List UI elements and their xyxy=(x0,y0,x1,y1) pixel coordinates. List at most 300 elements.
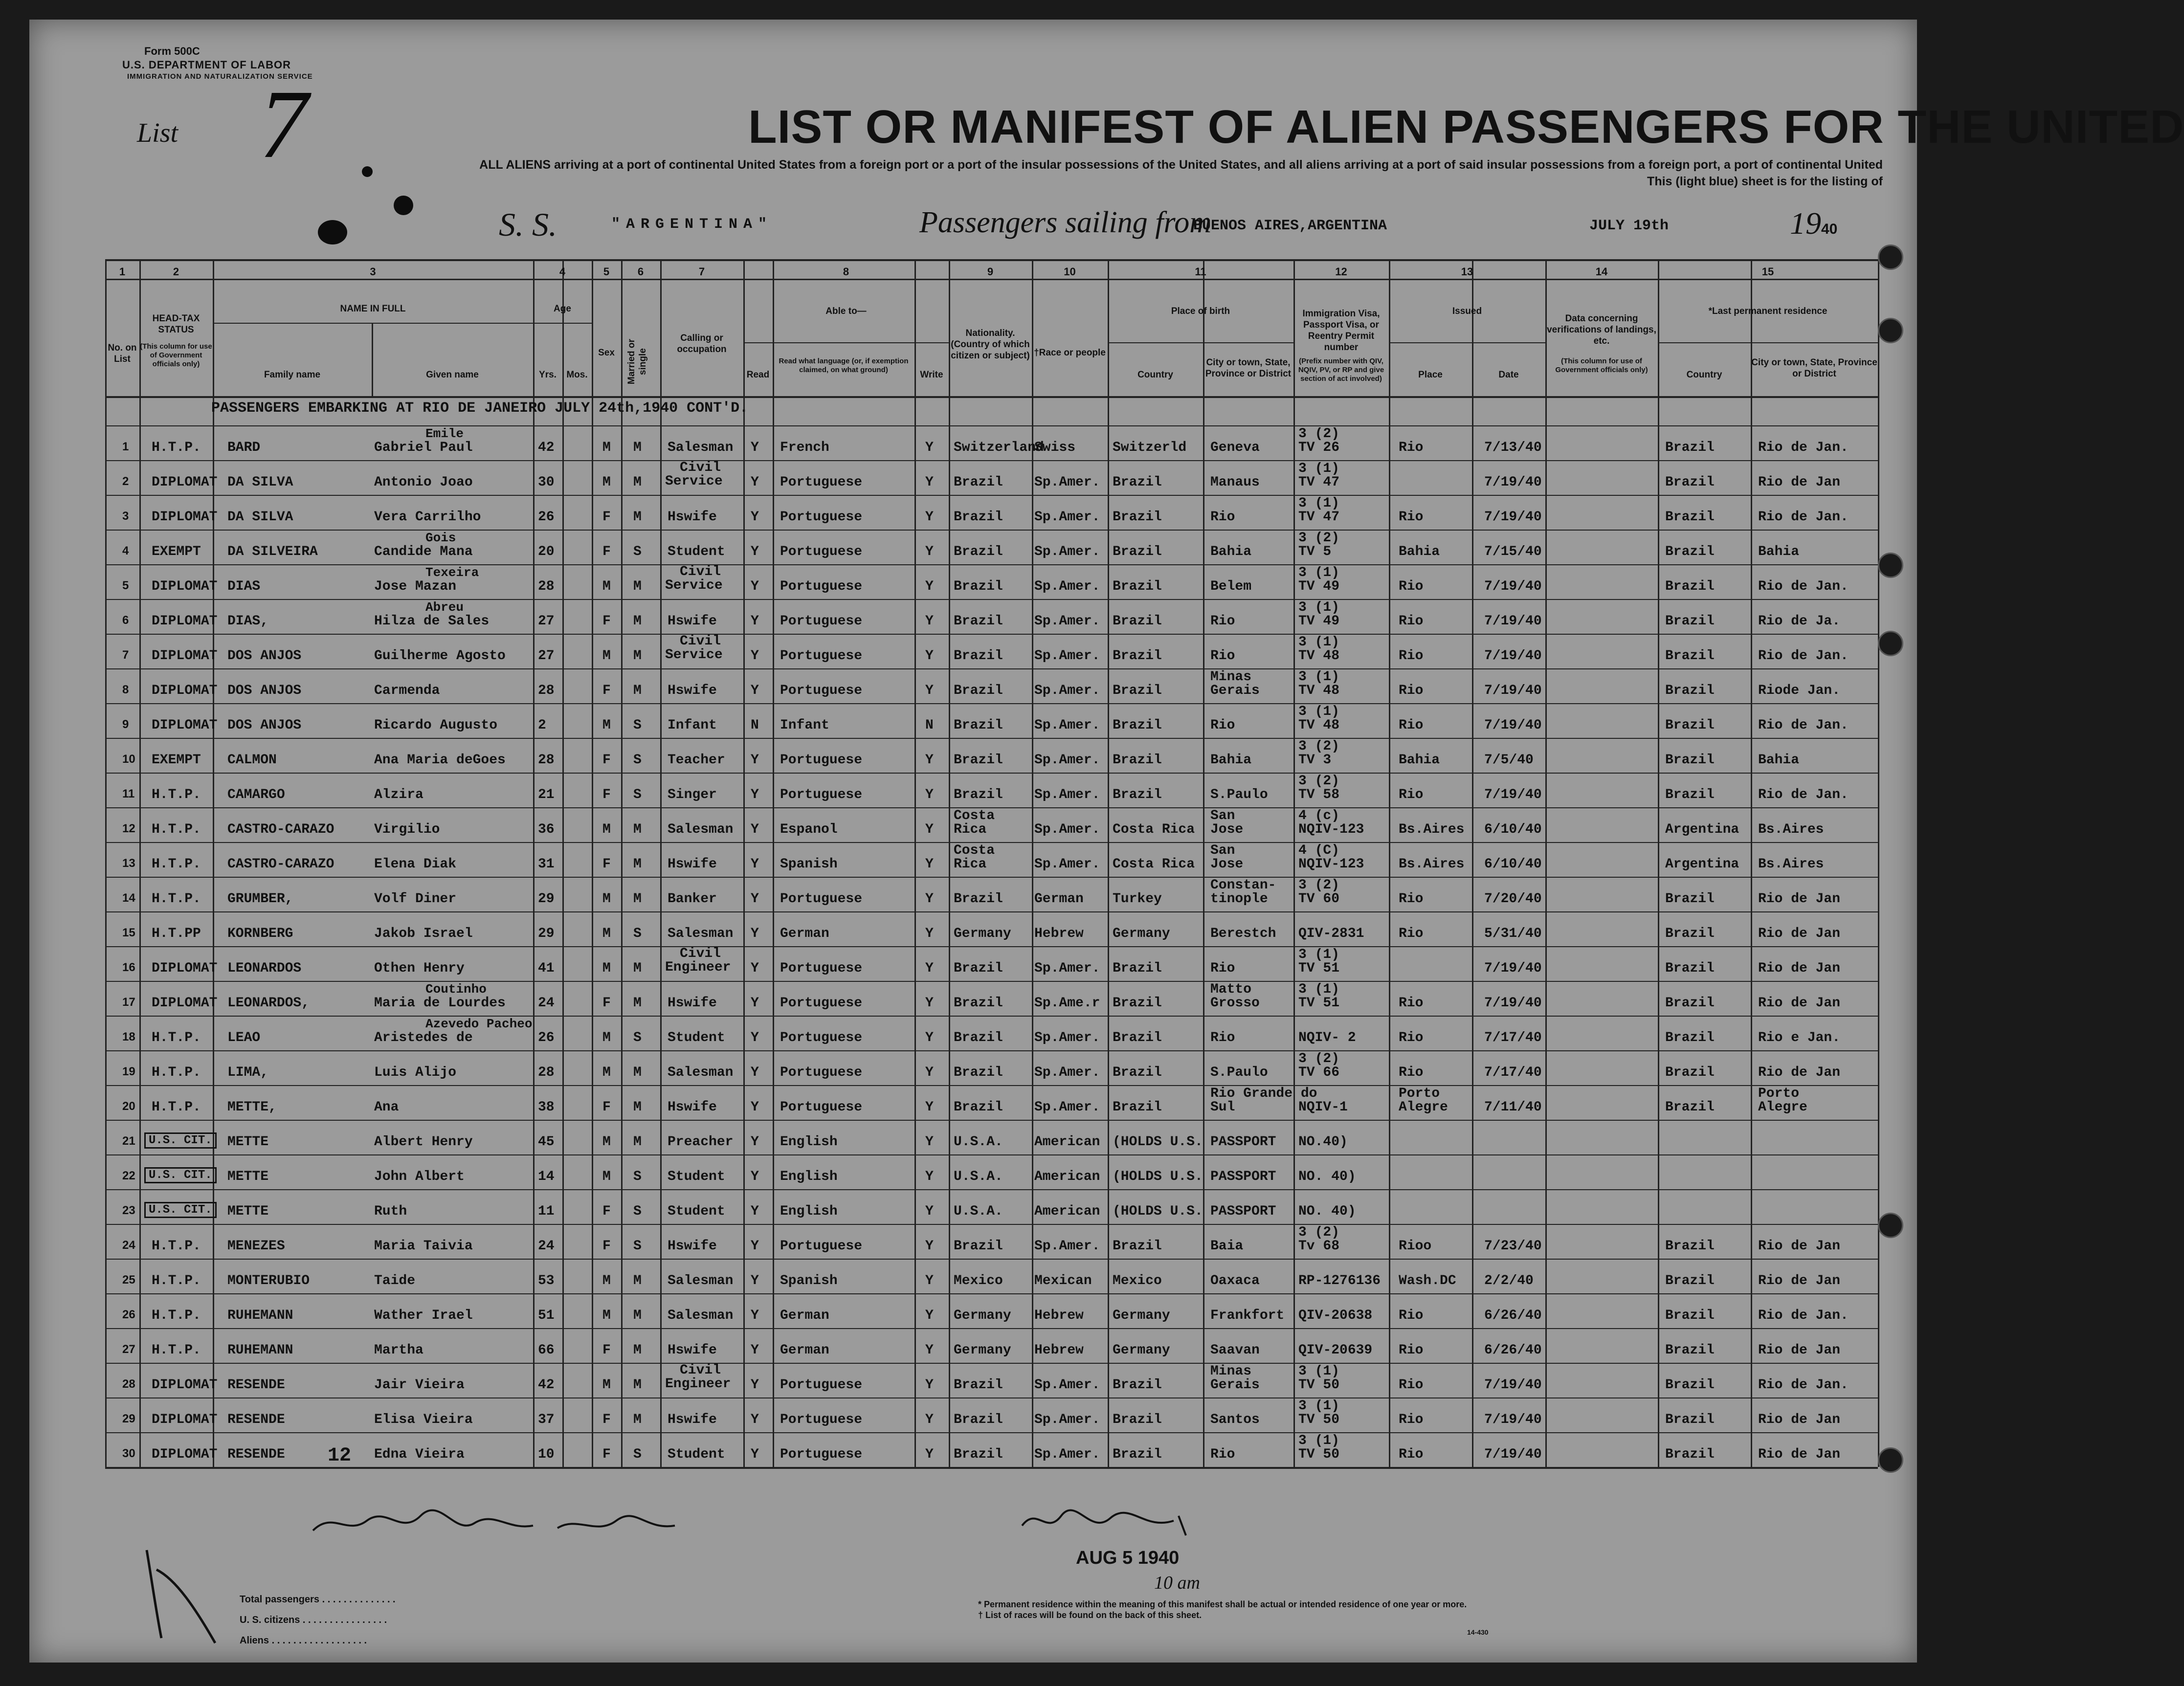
marital-status: S xyxy=(633,1447,642,1462)
family-name: LIMA, xyxy=(227,1065,269,1080)
column-header: HEAD-TAX STATUS xyxy=(152,313,200,335)
given-name: Othen Henry xyxy=(374,961,465,976)
age-years: 28 xyxy=(538,753,555,768)
family-name: METTE, xyxy=(227,1100,277,1115)
can-write: Y xyxy=(925,891,934,907)
birth-city: PASSPORT xyxy=(1210,1134,1276,1150)
given-name: Jose Mazan xyxy=(374,579,457,594)
visa-number: TV 48 xyxy=(1298,718,1340,733)
occupation: Service xyxy=(665,474,723,489)
language: Spanish xyxy=(780,857,838,872)
column-number: 12 xyxy=(1335,266,1347,278)
residence-country: Brazil xyxy=(1665,1030,1715,1045)
table-row xyxy=(29,946,1917,981)
can-write: Y xyxy=(925,926,934,941)
language: Portuguese xyxy=(780,1447,863,1462)
issue-date: 7/19/40 xyxy=(1484,683,1542,698)
marital-status: M xyxy=(633,1308,642,1323)
can-write: Y xyxy=(925,996,934,1011)
table-row xyxy=(29,703,1917,738)
visa-number: NO.40) xyxy=(1298,1134,1348,1150)
birth-country: Brazil xyxy=(1113,787,1162,802)
birth-city: Constan- xyxy=(1210,878,1276,893)
residence-country: Brazil xyxy=(1665,1273,1715,1288)
sex: M xyxy=(602,926,611,941)
race: Sp.Amer. xyxy=(1034,510,1100,525)
marital-status: M xyxy=(633,822,642,837)
visa-number: TV 51 xyxy=(1298,996,1340,1011)
grid-line xyxy=(105,279,1878,280)
occupation: Hswife xyxy=(668,857,717,872)
birth-country: Brazil xyxy=(1113,1065,1162,1080)
residence-city: Rio de Jan. xyxy=(1758,579,1849,594)
residence-country: Brazil xyxy=(1665,1447,1715,1462)
can-read: Y xyxy=(751,1030,759,1045)
issue-place: Rioo xyxy=(1399,1239,1432,1254)
given-name-note: Gois xyxy=(425,531,456,545)
table-row xyxy=(29,1363,1917,1398)
row-number: 1 xyxy=(122,440,129,453)
marital-status: M xyxy=(633,1273,642,1288)
column-header: Able to— xyxy=(825,306,867,316)
birth-country: (HOLDS U.S. xyxy=(1113,1169,1203,1184)
occupation: Student xyxy=(668,544,725,559)
nationality: Rica xyxy=(954,857,987,872)
departure-date: JULY 19th xyxy=(1589,218,1669,234)
language: German xyxy=(780,1343,829,1358)
residence-city: Rio de Jan xyxy=(1758,475,1841,490)
birth-city: Rio xyxy=(1210,510,1235,525)
birth-city: Minas xyxy=(1210,1364,1252,1379)
head-tax-status: DIPLOMAT xyxy=(152,683,218,698)
column-header: Given name xyxy=(426,370,479,380)
row-number: 22 xyxy=(122,1169,135,1182)
head-tax-status: DIPLOMAT xyxy=(152,961,218,976)
age-years: 26 xyxy=(538,1030,555,1045)
given-name: Volf Diner xyxy=(374,891,457,907)
residence-city: Porto xyxy=(1758,1086,1800,1101)
residence-city: Rio de Jan xyxy=(1758,1343,1841,1358)
marital-status: M xyxy=(633,996,642,1011)
occupation: Singer xyxy=(668,787,717,802)
table-row xyxy=(29,1085,1917,1120)
can-write: Y xyxy=(925,1030,934,1045)
issue-date: 7/19/40 xyxy=(1484,1377,1542,1393)
visa-section: 3 (1) xyxy=(1298,1364,1340,1379)
can-read: Y xyxy=(751,1169,759,1184)
visa-section: 3 (1) xyxy=(1298,704,1340,719)
given-name: John Albert xyxy=(374,1169,465,1184)
can-write: Y xyxy=(925,787,934,802)
occupation: Salesman xyxy=(668,1273,734,1288)
issue-place: Rio xyxy=(1399,1308,1424,1323)
row-number: 14 xyxy=(122,891,135,905)
residence-country: Brazil xyxy=(1665,1412,1715,1427)
head-tax-status: DIPLOMAT xyxy=(152,510,218,525)
nationality: Rica xyxy=(954,822,987,837)
age-years: 36 xyxy=(538,822,555,837)
age-years: 28 xyxy=(538,683,555,698)
row-number: 2 xyxy=(122,475,129,488)
sex: F xyxy=(602,614,611,629)
age-years: 28 xyxy=(538,1065,555,1080)
occupation: Hswife xyxy=(668,1343,717,1358)
marital-status: M xyxy=(633,440,642,455)
birth-country: Brazil xyxy=(1113,753,1162,768)
marital-status: M xyxy=(633,1100,642,1115)
race: American xyxy=(1034,1134,1100,1150)
margin-mark xyxy=(137,1540,225,1648)
marital-status: M xyxy=(633,1377,642,1393)
given-name: Maria de Lourdes xyxy=(374,996,506,1011)
row-number: 5 xyxy=(122,579,129,592)
birth-city: Baia xyxy=(1210,1239,1244,1254)
birth-city: Rio xyxy=(1210,961,1235,976)
head-tax-status: H.T.P. xyxy=(152,787,201,802)
residence-city: Bs.Aires xyxy=(1758,822,1824,837)
birth-city: Gerais xyxy=(1210,683,1260,698)
residence-country: Brazil xyxy=(1665,1377,1715,1393)
sex: M xyxy=(602,1273,611,1288)
head-tax-status: H.T.P. xyxy=(152,1239,201,1254)
binder-hole xyxy=(1878,244,1903,270)
race: Hebrew xyxy=(1034,926,1084,941)
sex: M xyxy=(602,1030,611,1045)
visa-number: RP-1276136 xyxy=(1298,1273,1381,1288)
family-name: METTE xyxy=(227,1134,269,1150)
birth-city: S.Paulo xyxy=(1210,787,1268,802)
binder-hole xyxy=(1878,1213,1903,1238)
nationality: Brazil xyxy=(954,1239,1003,1254)
visa-section: 3 (1) xyxy=(1298,600,1340,615)
birth-country: Germany xyxy=(1113,1308,1170,1323)
given-name: Hilza de Sales xyxy=(374,614,490,629)
issue-date: 7/17/40 xyxy=(1484,1030,1542,1045)
family-name: CAMARGO xyxy=(227,787,285,802)
age-years: 28 xyxy=(538,579,555,594)
nationality: Brazil xyxy=(954,1065,1003,1080)
age-years: 41 xyxy=(538,961,555,976)
nationality: Brazil xyxy=(954,961,1003,976)
nationality: Brazil xyxy=(954,753,1003,768)
row-number: 30 xyxy=(122,1447,135,1460)
language: English xyxy=(780,1204,838,1219)
birth-country: Brazil xyxy=(1113,1447,1162,1462)
column-header: Data concerning verifications of landings, etc. xyxy=(1547,313,1656,346)
head-tax-status: EXEMPT xyxy=(152,753,201,768)
sex: F xyxy=(602,753,611,768)
list-number: 7 xyxy=(259,70,308,178)
binder-hole xyxy=(1878,631,1903,656)
age-years: 29 xyxy=(538,926,555,941)
purser-signature xyxy=(303,1501,694,1545)
given-name: Gabriel Paul xyxy=(374,440,473,455)
table-row xyxy=(29,425,1917,460)
column-header: Country xyxy=(1686,370,1722,380)
occupation: Student xyxy=(668,1447,725,1462)
column-number: 14 xyxy=(1595,266,1608,278)
age-years: 14 xyxy=(538,1169,555,1184)
visa-number: NO. 40) xyxy=(1298,1204,1356,1219)
head-tax-status: U.S. CIT. xyxy=(144,1202,217,1218)
row-number: 12 xyxy=(122,822,135,835)
issue-place: Rio xyxy=(1399,579,1424,594)
occupation: Banker xyxy=(668,891,717,907)
arrival-stamp: AUG 5 1940 xyxy=(1076,1548,1180,1568)
family-name: LEONARDOS xyxy=(227,961,302,976)
nationality: Brazil xyxy=(954,787,1003,802)
occupation: Engineer xyxy=(665,960,731,975)
visa-section: 3 (2) xyxy=(1298,426,1340,442)
nationality: Mexico xyxy=(954,1273,1003,1288)
marital-status: M xyxy=(633,961,642,976)
occupation: Service xyxy=(665,578,723,593)
sex: M xyxy=(602,718,611,733)
nationality: Costa xyxy=(954,808,995,823)
visa-section: 3 (1) xyxy=(1298,1433,1340,1448)
column-header: Age xyxy=(554,304,571,314)
issue-date: 7/13/40 xyxy=(1484,440,1542,455)
can-read: Y xyxy=(751,475,759,490)
sex: F xyxy=(602,1412,611,1427)
family-name: BARD xyxy=(227,440,261,455)
column-header: Immigration Visa, Passport Visa, or Reentry Permit number xyxy=(1302,309,1380,353)
age-years: 51 xyxy=(538,1308,555,1323)
residence-city: Rio de Jan xyxy=(1758,996,1841,1011)
birth-country: Switzerld xyxy=(1113,440,1187,455)
can-read: Y xyxy=(751,1377,759,1393)
given-name: Luis Alijo xyxy=(374,1065,457,1080)
column-header: Date xyxy=(1498,370,1519,380)
residence-city: Rio de Jan. xyxy=(1758,718,1849,733)
residence-country: Brazil xyxy=(1665,614,1715,629)
binder-hole xyxy=(1878,318,1903,343)
language: Portuguese xyxy=(780,683,863,698)
visa-section: 3 (2) xyxy=(1298,739,1340,754)
race: Sp.Ame.r xyxy=(1034,996,1100,1011)
birth-city: Oaxaca xyxy=(1210,1273,1260,1288)
table-row xyxy=(29,1432,1917,1467)
head-tax-status: H.T.PP xyxy=(152,926,201,941)
language: Portuguese xyxy=(780,996,863,1011)
residence-city: Rio de Jan xyxy=(1758,1239,1841,1254)
can-read: Y xyxy=(751,1239,759,1254)
column-header: (This column for use of Government officials only) xyxy=(140,342,212,368)
residence-city: Bahia xyxy=(1758,544,1800,559)
can-read: Y xyxy=(751,1447,759,1462)
family-name: RESENDE xyxy=(227,1447,285,1462)
visa-section: 3 (1) xyxy=(1298,496,1340,511)
departure-port: BUENOS AIRES,ARGENTINA xyxy=(1193,218,1387,234)
marital-status: S xyxy=(633,1239,642,1254)
given-name: Elisa Vieira xyxy=(374,1412,473,1427)
table-row xyxy=(29,564,1917,599)
birth-city: Rio xyxy=(1210,1030,1235,1045)
issue-place: Rio xyxy=(1399,683,1424,698)
birth-city: Bahia xyxy=(1210,753,1252,768)
given-name-note: Texeira xyxy=(425,565,479,580)
birth-city: San xyxy=(1210,843,1235,858)
can-write: N xyxy=(925,718,934,733)
race: Sp.Amer. xyxy=(1034,1447,1100,1462)
age-years: 21 xyxy=(538,787,555,802)
given-name: Wather Irael xyxy=(374,1308,473,1323)
visa-section: 3 (1) xyxy=(1298,947,1340,962)
can-read: N xyxy=(751,718,759,733)
visa-number: TV 47 xyxy=(1298,475,1340,490)
language: Portuguese xyxy=(780,753,863,768)
column-header: Issued xyxy=(1452,306,1482,316)
residence-country: Brazil xyxy=(1665,718,1715,733)
residence-city: Bahia xyxy=(1758,753,1800,768)
residence-country: Brazil xyxy=(1665,683,1715,698)
can-write: Y xyxy=(925,753,934,768)
issue-place: Rio xyxy=(1399,648,1424,664)
table-row xyxy=(29,1328,1917,1363)
family-name: RUHEMANN xyxy=(227,1308,293,1323)
family-name: METTE xyxy=(227,1204,269,1219)
count-annotation: 12 xyxy=(328,1445,352,1467)
grid-line xyxy=(1108,342,1293,343)
can-write: Y xyxy=(925,1412,934,1427)
issue-date: 7/19/40 xyxy=(1484,1447,1542,1462)
row-number: 23 xyxy=(122,1204,135,1217)
marital-status: S xyxy=(633,753,642,768)
grid-line xyxy=(1389,342,1545,343)
can-read: Y xyxy=(751,1343,759,1358)
row-number: 9 xyxy=(122,718,129,731)
language: Portuguese xyxy=(780,1065,863,1080)
can-write: Y xyxy=(925,1343,934,1358)
page-title: LIST OR MANIFEST OF ALIEN PASSENGERS FOR THE UNITED xyxy=(748,101,2184,153)
can-read: Y xyxy=(751,1412,759,1427)
can-read: Y xyxy=(751,822,759,837)
family-name: RUHEMANN xyxy=(227,1343,293,1358)
form-code: 14-430 xyxy=(1467,1628,1489,1636)
visa-number: TV 50 xyxy=(1298,1377,1340,1393)
nationality: Brazil xyxy=(954,510,1003,525)
can-write: Y xyxy=(925,1447,934,1462)
table-row xyxy=(29,773,1917,807)
issue-date: 7/19/40 xyxy=(1484,579,1542,594)
can-write: Y xyxy=(925,1134,934,1150)
race: Sp.Amer. xyxy=(1034,544,1100,559)
birth-country: Brazil xyxy=(1113,996,1162,1011)
race: Sp.Amer. xyxy=(1034,579,1100,594)
language: English xyxy=(780,1134,838,1150)
head-tax-status: DIPLOMAT xyxy=(152,648,218,664)
column-header: (This column for use of Government officials only) xyxy=(1555,357,1648,374)
birth-country: Brazil xyxy=(1113,614,1162,629)
nationality: Germany xyxy=(954,926,1011,941)
language: Portuguese xyxy=(780,614,863,629)
residence-city: Rio de Jan. xyxy=(1758,1308,1849,1323)
visa-section: 3 (2) xyxy=(1298,1051,1340,1066)
sex: F xyxy=(602,1100,611,1115)
age-years: 30 xyxy=(538,475,555,490)
birth-city: Rio Grande do xyxy=(1210,1086,1317,1101)
head-tax-status: H.T.P. xyxy=(152,1100,201,1115)
given-name: Ruth xyxy=(374,1204,407,1219)
head-tax-status: DIPLOMAT xyxy=(152,1447,218,1462)
can-read: Y xyxy=(751,1134,759,1150)
column-header: *Last permanent residence xyxy=(1708,306,1827,316)
can-write: Y xyxy=(925,510,934,525)
sex: M xyxy=(602,1065,611,1080)
race: Sp.Amer. xyxy=(1034,1412,1100,1427)
occupation: Preacher xyxy=(668,1134,734,1150)
nationality: U.S.A. xyxy=(954,1204,1003,1219)
marital-status: S xyxy=(633,1030,642,1045)
race: Sp.Amer. xyxy=(1034,1239,1100,1254)
visa-number: TV 51 xyxy=(1298,961,1340,976)
language: French xyxy=(780,440,829,455)
residence-country: Brazil xyxy=(1665,961,1715,976)
race: Sp.Amer. xyxy=(1034,1030,1100,1045)
family-name: GRUMBER, xyxy=(227,891,293,907)
visa-number: TV 49 xyxy=(1298,614,1340,629)
can-read: Y xyxy=(751,1065,759,1080)
can-write: Y xyxy=(925,579,934,594)
can-write: Y xyxy=(925,1204,934,1219)
family-name: MONTERUBIO xyxy=(227,1273,310,1288)
birth-city: Matto xyxy=(1210,982,1252,997)
family-name: DA SILVA xyxy=(227,475,293,490)
can-write: Y xyxy=(925,1169,934,1184)
table-row xyxy=(29,1189,1917,1224)
issue-place: Bs.Aires xyxy=(1399,857,1465,872)
nationality: Brazil xyxy=(954,475,1003,490)
row-number: 6 xyxy=(122,614,129,627)
column-header: †Race or people xyxy=(1034,348,1106,358)
can-read: Y xyxy=(751,440,759,455)
row-number: 8 xyxy=(122,683,129,696)
residence-country: Brazil xyxy=(1665,1100,1715,1115)
column-header: City or town, State, Province or District xyxy=(1751,357,1877,379)
birth-country: Brazil xyxy=(1113,579,1162,594)
birth-country: Brazil xyxy=(1113,475,1162,490)
given-name: Maria Taivia xyxy=(374,1239,473,1254)
column-header-married: Married or single xyxy=(626,339,648,385)
family-name: CASTRO-CARAZO xyxy=(227,857,334,872)
race: Sp.Amer. xyxy=(1034,614,1100,629)
visa-section: 3 (2) xyxy=(1298,774,1340,789)
birth-city: Geneva xyxy=(1210,440,1260,455)
occupation: Engineer xyxy=(665,1376,731,1392)
marital-status: S xyxy=(633,926,642,941)
table-row xyxy=(29,530,1917,564)
sailing-label: Passengers sailing from xyxy=(919,206,1212,239)
residence-country: Brazil xyxy=(1665,1343,1715,1358)
visa-number: NQIV-123 xyxy=(1298,857,1364,872)
marital-status: S xyxy=(633,544,642,559)
row-number: 25 xyxy=(122,1273,135,1287)
can-write: Y xyxy=(925,544,934,559)
head-tax-status: DIPLOMAT xyxy=(152,718,218,733)
birth-city: San xyxy=(1210,808,1235,823)
marital-status: M xyxy=(633,475,642,490)
given-name-note: Azevedo Pacheo xyxy=(425,1017,533,1031)
visa-section: 3 (1) xyxy=(1298,669,1340,685)
residence-city: Rio de Jan xyxy=(1758,961,1841,976)
sex: F xyxy=(602,996,611,1011)
column-header: Sex xyxy=(598,348,615,358)
given-name: Candide Mana xyxy=(374,544,473,559)
birth-city: Bahia xyxy=(1210,544,1252,559)
column-header: City or town, State, Province or District xyxy=(1205,357,1292,379)
can-read: Y xyxy=(751,544,759,559)
list-label: List xyxy=(137,118,178,148)
